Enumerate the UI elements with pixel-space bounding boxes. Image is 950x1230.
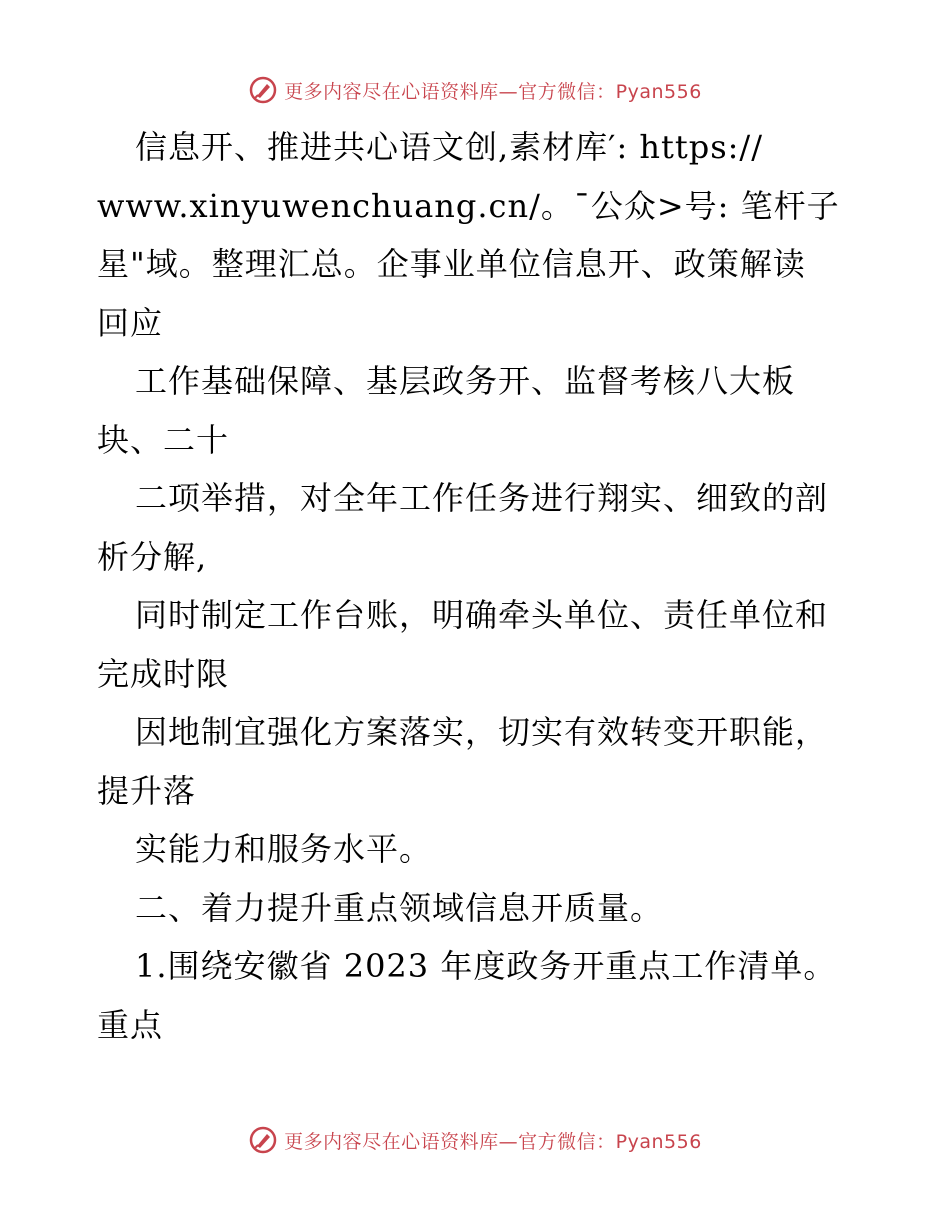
text-line: 星"域。整理汇总。企事业单位信息开、政策解读 bbox=[97, 245, 806, 283]
text-line: www.xinyuwenchuang.cn/。¯公众>号: 笔杆子 bbox=[97, 186, 840, 225]
text-line: 提升落 bbox=[97, 771, 197, 810]
footer-banner bbox=[0, 1120, 950, 1160]
document-body bbox=[97, 118, 857, 1054]
text-line: 完成时限 bbox=[97, 654, 230, 693]
text-line: 块、二十 bbox=[97, 420, 230, 459]
text-line: 重点 bbox=[97, 1005, 164, 1044]
text-line: 信息开、推进共心语文创,素材库′: https:// bbox=[135, 128, 763, 166]
text-line: 实能力和服务水平。 bbox=[135, 830, 433, 868]
text-line: 工作基础保障、基层政务开、监督考核八大板 bbox=[135, 362, 796, 400]
text-line: 同时制定工作台账，明确牵头单位、责任单位和 bbox=[135, 596, 829, 634]
text-line: 回应 bbox=[97, 303, 164, 342]
text-line: 1.围绕安徽省 2023 年度政务开重点工作清单。 bbox=[135, 947, 837, 985]
header-banner bbox=[0, 70, 950, 110]
text-line: 析分解, bbox=[97, 537, 208, 576]
pen-nib-logo-icon bbox=[248, 75, 278, 105]
pen-nib-logo-icon bbox=[248, 1125, 278, 1155]
footer-banner-text: 更多内容尽在心语资料库—官方微信：Pyan556 bbox=[284, 1130, 702, 1153]
text-line: 二项举措，对全年工作任务进行翔实、细致的剖 bbox=[135, 479, 829, 517]
text-line: 因地制宜强化方案落实，切实有效转变开职能， bbox=[135, 713, 829, 751]
header-banner-text: 更多内容尽在心语资料库—官方微信：Pyan556 bbox=[284, 80, 702, 103]
text-line: 二、着力提升重点领域信息开质量。 bbox=[135, 888, 664, 927]
